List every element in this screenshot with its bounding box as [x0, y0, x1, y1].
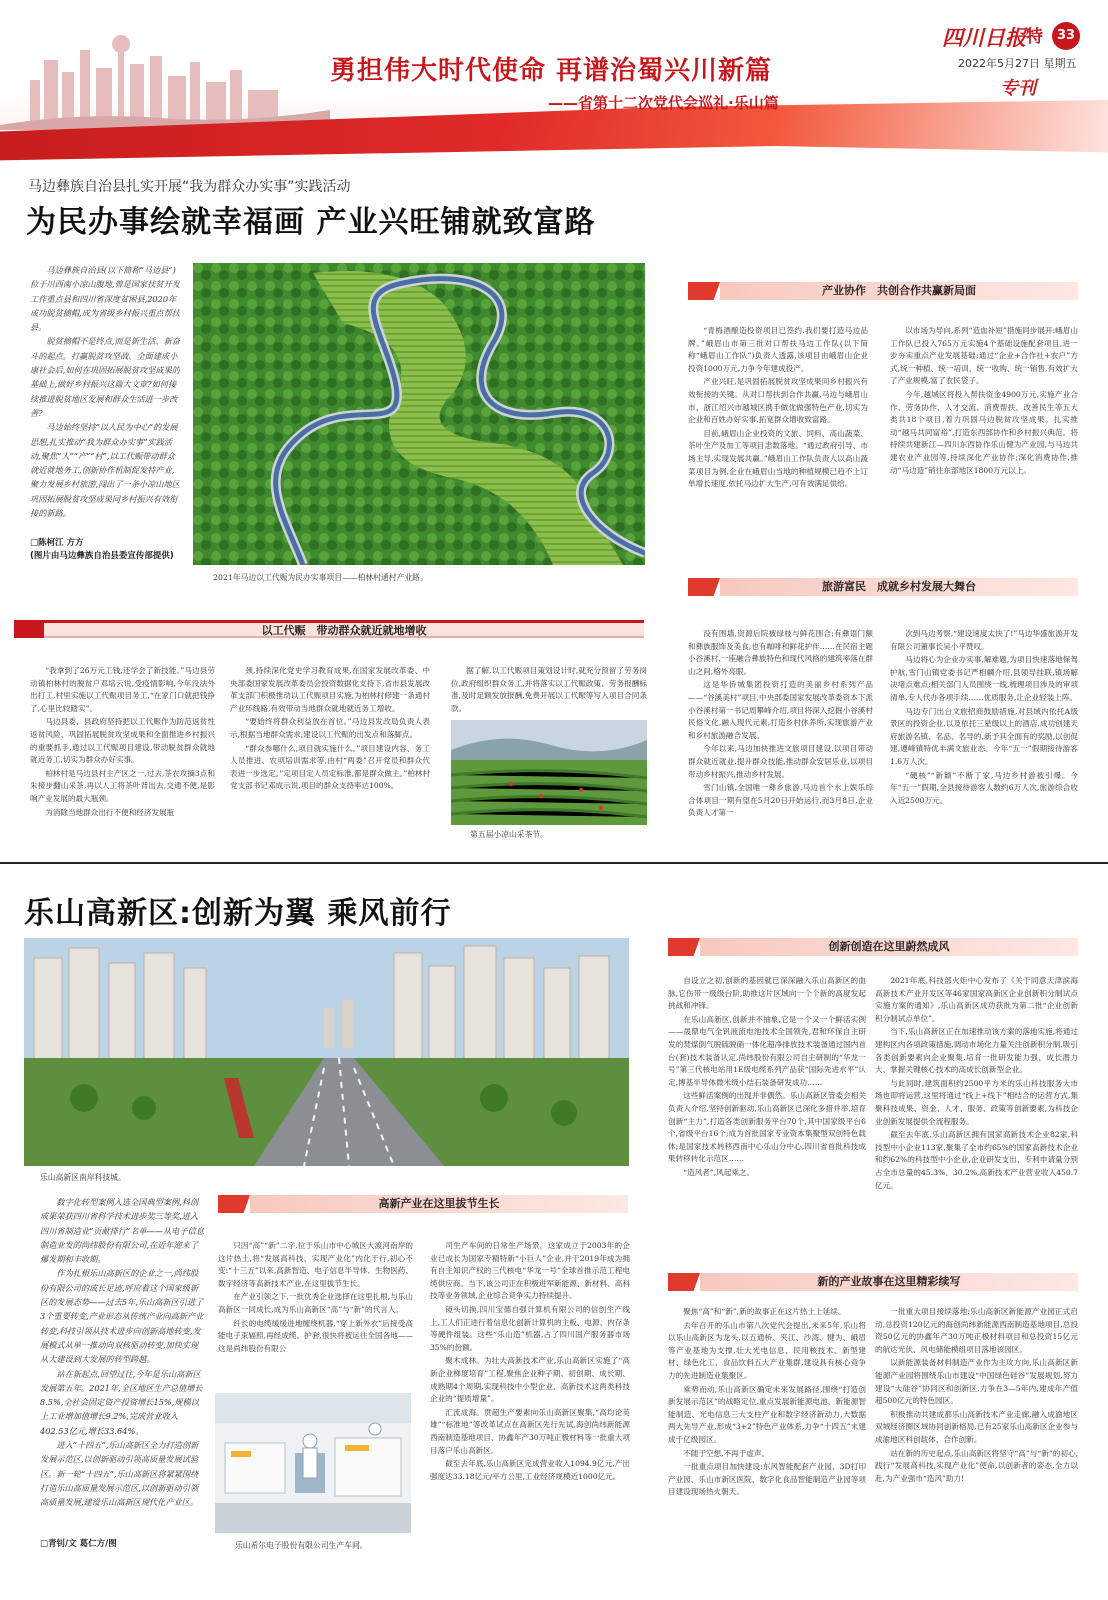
- paragraph: 柏林村是马边县村主产区之一,过去,茶农攻摘3点和朱接步翻山采茶,再以人工将茶叶背出去,交通不便,是影响产业发展的最大瓶颈。: [30, 768, 215, 803]
- paragraph: 积极推动共建成都乐山高新技术产业走廊,融入成渝地区双城经济圈区域协同创新格局,已有25家乐山高新区企业参与成渝地区科创载体、合作创新。: [875, 1409, 1078, 1444]
- section5-column-1: [218, 1240, 413, 1390]
- byline-authors: □陈柯江 方方: [30, 538, 84, 548]
- paragraph: 今年以来,马边加快推进文旅项目建设,以项目带动群众就近就业,提升群众技能,推动群众安居乐业,以项目带动乡村振兴,推动乡村发展。: [688, 744, 873, 779]
- paragraph: 这是华侨城集团投资打造的美丽乡村系列产品——“谷溪美村”项目,中央部委国家发展改革委资本下派小谷溪村第一书记周攀峰介绍,项目将深入挖掘小谷溪村民俗文化,融入现代元素,打造乡村休养所,实现旅游产业和乡村旅游融合发展。: [688, 680, 873, 740]
- lead-paragraph: 作为扎根乐山高新区的企业之一,尚纬股份有限公司的成长足迹,呼应着这个国家级新区的发展态势——过去5年,乐山高新区引进了3个重要转变,产业形态从传统产业向高新产业转变,科技引领从技术进步向创新高地转变,发展模式从单一推动向双核驱动转变,加快实现从大建设到大发展的转型跨越。: [40, 1268, 204, 1365]
- paragraph: 镜头切换,四川宝德自强计算机有限公司的信创生产线上,工人们正进行着信息化创新计算机的主板、电源、内存条等硬件组装。这些“乐山造”机器,占了四川国产服务器市场35%的份额。: [430, 1304, 630, 1352]
- paragraph: 没有围墙,资源后院被绿枝与鲜花围合;有彝语门额和彝族服饰及美食,也有咖啡和鲜花护伴……在民宿主题小谷溪村,一座融合彝族特色和现代风格的建筑率落在群山之间,格外亮眼。: [688, 629, 873, 676]
- paragraph: 乘势而动,乐山高新区确定未来发展路径,围绕“打造创新发展示范区”的战略定位,重点发展新能源电池、新能源智能制造、光电信息三大支柱产业和数字经济新动力,大数据两大先导产业,形成“3+2”特色产业体系,力争“十四五”末建成千亿级园区。: [668, 1384, 866, 1444]
- section3-column-1: [688, 628, 873, 853]
- paragraph: 去年召开的乐山市第八次党代会提出,未来5年,乐山将以乐山高新区为龙头,以五通桥、夹江、沙湾、犍为、峨眉等产业基地为支撑,壮大光电信息、民用核技术、新型建材、绿色化工、食品饮料五大产业集群,建设具有核心竞争力的先进制造业集聚区。: [668, 1320, 866, 1380]
- paragraph: 据了解,以工代赈项目策划设计时,就充分预留了劳务岗位,政府组织群众务工,并将落实以工代赈政策、劳务报酬标准,及时足额发放报酬,免费开展以工代赈等写入项目合同条款。: [451, 666, 647, 713]
- story2-lead: [40, 1195, 205, 1530]
- photo3-caption: 乐山高新区南岸科技城。: [40, 1173, 126, 1182]
- factory-workshop-photo: [215, 1393, 411, 1533]
- photo1-caption: 2021年马边以工代赈为民办实事项目——柏林村通村产业路。: [213, 573, 428, 582]
- paragraph: 一批重大项目接续落地:乐山高新区新能源产业园正式启动,总投资120亿元的海创尚纬新能源西南制造基地项目,总投资50亿元的协鑫年产30万吨正极材料项目和总投资15亿元的航达光伏、风电储能模组项目落地该园区。: [875, 1307, 1078, 1354]
- paragraph: 马边县委、县政府坚持把以工代赈作为防范返贫性返贫风险、巩固拓展脱贫攻坚成果和全面推进乡村振兴的重要抓手,通过以工代赈项目建设,带动脱贫群众就地就近务工,切实为群众办好实事。: [30, 717, 215, 765]
- section3-column-2: [890, 628, 1078, 853]
- story1-lead: [30, 263, 180, 531]
- special-label: 特: [1026, 27, 1043, 47]
- section6-column-2: [875, 1306, 1078, 1586]
- story1-kicker: 马边彝族自治县扎实开展“我为群众办实事”实践活动: [28, 179, 351, 195]
- high-tech-zone-cityscape-photo: [24, 938, 629, 1166]
- paragraph: “造风者”,风起乘之。: [683, 1167, 755, 1177]
- photo2-caption: 第五届小凉山采茶节。: [470, 830, 548, 839]
- section-title: 旅游富民 成就乡村发展大舞台: [720, 578, 1078, 596]
- section-header-hightech-industry: [218, 1195, 628, 1213]
- photo4-caption: 乐山希尔电子股份有限公司生产车间。: [235, 1541, 368, 1550]
- paragraph: 自设立之初,创新的基因就已深深融入乐山高新区的血脉,它伤带一级级台阶,助推这片区域向一个个新的高度发起挑战和冲锋。: [668, 976, 866, 1011]
- paragraph: 2021年底,科技部火炬中心发布了《关于同意天津滨海高新技术产业开发区等46家国家高新区企业创新积分制试点实施方案的通知》,乐山高新区成功获批为第二批“企业创新积分制试点单位”。: [875, 976, 1078, 1023]
- masthead-subtitle: ——省第十二次党代会巡礼·乐山篇: [548, 94, 779, 112]
- lead-paragraph: 进入“十四五”,乐山高新区全力打造创新发展示范区,以创新驱动引领高质量发展试验区。新一轮“十四五”,乐山高新区将紧紧围绕打造乐山高质量发展示范区,以创新驱动引领高质量发展,建设乐山高新区现代化产业区。: [40, 1440, 199, 1508]
- section4-column-2: [875, 975, 1078, 1255]
- paragraph: 司生产车间的日常生产场景。这家成立于2003年的企业已成长为国家专精特新“小巨人”企业,并于2019年成为拥有自主知识产权的三代核电“华龙一号”全球首推示范工程电缆供应商。当下,该公司正在积极进军新能源、新材料、高科技等业务领域,企业综合竞争实力持续提升。: [430, 1241, 630, 1301]
- section-header-new-story: [668, 1273, 1078, 1291]
- winding-road-photo: [193, 263, 645, 565]
- section2-column-2: [230, 665, 430, 845]
- paragraph: “群众参哪什么,项目就实施什么。”项目建设内容、务工人员推进、农项培训需求等,由村“两委”召开党员和群众代表进一步选定。”定项目定人员定标准,都是群众做主。”柏林村党支部书记邓成示说,项目的群众支持率达100%。: [230, 743, 430, 791]
- paragraph: “青梅酒酿造投资项目已签约,我们要打造马边品牌。”峨眉山市第三批对口帮扶马边工作队(以下简称“峨眉山工作队”)负责人透露,该项目由峨眉山企业投资1000万元,力争今年建成投产。: [688, 326, 868, 373]
- paragraph: 当下,乐山高新区正在加速推动该方案的落地实施,将通过建构区内各项政策措施,调动市场化力量关注创新积分制,吸引各类创新要素向企业聚集,培育一批研发能力强、成长潜力大、掌握关键核心技术的高成长创新型企业。: [875, 1027, 1078, 1075]
- edition-label: 专刊: [1000, 78, 1036, 99]
- section-header-tourism: [688, 578, 1078, 596]
- paragraph: 为消除当地群众出行不便和经济发展瓶: [45, 807, 175, 817]
- paragraph: 在产业引领之下,一批优秀企业选择在这里扎根,与乐山高新区一同成长,成为乐山高新区“高”与“新”的代言人。: [218, 1292, 413, 1314]
- paragraph: “要始终将群众利益放在首位。”马边县发改局负责人表示,根据当地群众需求,建设以工代赈的出发点和落脚点。: [230, 717, 430, 739]
- paragraph: 站在新的历史起点,乐山高新区将坚守“高”与“新”的初心,践行“发展高科技,实现产业化”使命,以创新者的姿态,全力以赴,为产业强市“造风”助力!: [875, 1448, 1078, 1483]
- story1-byline: [30, 537, 180, 563]
- section-title: 以工代赈 带动群众就近就地增收: [44, 623, 644, 638]
- paragraph: 以市场为导向,系列“造血补短”措施同步展开:峨眉山工作队已投入765万元实施4个基础设施配套项目,进一步夯实重点产业发展基础;通过“企业+合作社+农户”方式,统一种植、统一培训、统一收购、统一销售,有效扩大了产业规模,富了农民袋子。: [890, 326, 1078, 386]
- paragraph: 截至去年底,乐山高新区拥有国家高新技术企业82家,科技型中小企业113家,聚集了全市约65%的国家高新技术企业和约62%的科技型中小企业,企业研发支出、专利申请量分别占全市总量的45.3%、30.2%,高新技术产业营业收入450.7亿元。: [875, 1130, 1078, 1190]
- lead-paragraph: 脱贫摘帽不是终点,而是新生活、新奋斗的起点。打赢脱贫攻坚战、全面建成小康社会后,如何在巩固拓展脱贫攻坚成果的基础上,做好乡村振兴这篇大文章?如何接续推进脱贫地区发展和群众生活进一步改善?: [30, 336, 180, 418]
- paragraph: 颈,持续深化党史学习教育成果,在国家发展改革委、中央部委国家发展改革委员会投资数据化支持下,省市县发展改革支部门积极推动以工代赈项目实施,为柏林村修建一条通村产业环线路,有效带动当地群众就地就近务工增收。: [230, 666, 430, 713]
- paragraph: 聚焦“高”和“新”,新的故事正在这片热土上延续。: [683, 1307, 846, 1316]
- paragraph: 目前,峨眉山企业投资的文旅、饲料、高山蔬菜、茶叶生产及加工等项目恚数落地。“通过政府引导、市场主导,实现发展共赢。”峨眉山工作队负责人以高山蔬菜项目为例,企业在峨眉山当地的种植规模已趋不上订单增长速度,依托马边扩大生产,可有效满足供给。: [688, 428, 868, 489]
- tea-festival-photo: [451, 720, 647, 825]
- section-title: 创新创造在这里蔚然成风: [700, 938, 1078, 956]
- paragraph: 以新能源装备材料制造产业作为主攻方向,乐山高新区新能源产业园将围绕乐山市建设“中国绿色硅谷”发展规划,努力建设“大硅谷”协同区和创新区,力争在3—5年内,建成年产值超500亿元的特色园区。: [875, 1358, 1078, 1406]
- story2-headline: 乐山高新区:创新为翼 乘风前行: [24, 896, 452, 931]
- paragraph: 马边专门出台文旅招商鼓励措施,对县域内依托A级景区的投资企业,以及依托三星级以上的酒店,成功创建天府旅游名镇、名品、名导的,新予其全面有的奖励,以创促建,遵峰镇特优丰满文旅业态。今年“五一”假期接待游客1.6万人次。: [890, 706, 1078, 766]
- paragraph: 与此同时,建筑面积约2500平方米的乐山科技服务大市场也即将运营,这里将通过“线上+线下”相结合的运营方式,集聚科技成果、资金、人才、服务、政策等创新要素,为科技企业创新发展提供全流程服务。: [875, 1078, 1078, 1126]
- lead-paragraph: 站在新起点,回望过往,今年是乐山高新区发展第五年。2021年,全区地区生产总值增长8.5%,全社会固定资产投资增长15%,规模以上工业增加值增长9.2%,完成营业收入402.53亿元,增长33.64%。: [40, 1368, 203, 1436]
- paragraph: 只因“高”“新”二字,位于乐山市中心城区大渡河南岸的这片热土,将“发展高科技、实现产业化”内化于行,初心不变:“十三五”以来,高新智造、电子信息半导体、生物医药、数字经济等高新技术产业,在这里拔节生长。: [218, 1241, 413, 1288]
- paragraph: 截至去年底,乐山高新区完成营业收入1094.9亿元,产出强度达33.18亿元/平方公里,工业经济规模近1000亿元。: [430, 1459, 630, 1481]
- section2-column-1: [30, 665, 215, 845]
- paragraph: 雪门山镇,全国唯一彝乡旅游,马边首个水上娱乐综合体项目一期有望在5月20日开始运行,而3月8日,企业负责人才第一: [688, 783, 873, 818]
- page-number-badge: 33: [1052, 22, 1080, 50]
- photo-credit: (图片由马边彝族自治县委宣传部提供): [30, 551, 174, 561]
- paragraph: 今年,越城区将投入帮扶资金4900万元,实施产业合作、劳务协作、人才交流、消费帮扶、改善民生等五大类共18个项目,着力巩固马边脱贫攻坚成果。扎实推动“越马共同富裕”,打造东西部协作和乡村振兴典范。将持续共建新江—四川东西协作乐山健为产业园,与马边共建农业产业园等,持续深化产业协作;深化消费协作,推动“马边造”销往东部地区1800万元以上。: [890, 389, 1078, 475]
- issue-date: 2022年5月27日 星期五: [958, 57, 1077, 70]
- paragraph: 聚木成林。为壮大高新技术产业,乐山高新区实施了“高新企业梯度培育”工程,聚焦企业种子期、初创期、成长期、成熟期4个周期,实现科技中小型企业、高新技术这两类科技企业的“提质增量”。: [430, 1356, 630, 1404]
- section-title: 高新产业在这里拔节生长: [250, 1195, 628, 1213]
- section-title: 新的产业故事在这里精彩续写: [700, 1273, 1078, 1291]
- story-divider: [0, 862, 1108, 864]
- section6-column-1: [668, 1306, 866, 1586]
- section-title: 产业协作 共创合作共赢新局面: [720, 282, 1078, 300]
- section1-column-2: [890, 325, 1078, 535]
- section4-column-1: [668, 975, 866, 1255]
- paragraph: “我拿到了26万元工钱,还学会了新技能。”马边县劳动镇柏林村的脱贫户邓培云说,受疫情影响,今年没法外出打工,村里实施以工代赈项目务工,“在家门口就把钱挣了,心里比较踏实”。: [30, 666, 215, 713]
- story1-headline: 为民办事绘就幸福画 产业兴旺铺就致富路: [26, 205, 596, 240]
- section2-column-3: [451, 665, 647, 717]
- section1-column-1: [688, 325, 868, 535]
- paragraph: 不随于空想,不再于虚声。: [683, 1448, 770, 1458]
- paragraph: 这些鲜活案例的出现并非偶然。乐山高新区管委会相关负责人介绍,坚持创新驱动,乐山高新区已深化多措并举,培育创新“主力”,打造各类创新服务平台70个,其中国家级平台6个,省级平台16个;成为首批国家专业资本集聚型双创特色载体;是国家技术转移西南中心乐山分中心,四川省首批科技成果转移转化示范区……: [668, 1091, 866, 1164]
- section-header-work-relief: [14, 620, 644, 638]
- section-header-industry: [688, 282, 1078, 300]
- paragraph: 在乐山高新区,创新并不抽象,它是一个又一个鲜活实例——晟鼎电气全钒液流电池技术全国领先,君和环保自主研发的焚煤倒气脱硫脱硝一体化超净排放技术装备通过国内首台(套)技术装备认定,尚纬股份有限公司自主研制的“华龙一号”第三代核电站用1E级电缆系列产品获“国际先进水平”认定,博基半导体微米级小结石装备研发成功……: [668, 1014, 866, 1087]
- lead-paragraph: 马边彝族自治县(以下简称“马边县”)位于川西南小凉山腹地,曾是国家扶贫开发工作重点县和四川省深度贫困县,2020年成功脱贫摘帽,成为省级乡村振兴重点帮扶县。: [30, 265, 180, 333]
- paragraph: 马边将心为企业办实事,解难题,为项目快速落地保驾护航,雪门山镇党委书记严相麟介绍,县领导挂联,镇场解决堵点难点;相关部门人员围绕一线,梳理项目涉及的审项清单,专人代办各项手续……优质服务,让企业轻装上阵。: [890, 655, 1078, 702]
- paragraph: 汇流成海。贯超生产要素向乐山高新区聚集,“高均论英雄”“标准地”等改革试点在高新区先行先试,海创尚纬新能源西南制造基地项目、协鑫年产30万吨正极材料等一批重大项目落户乐山高新区。: [430, 1407, 630, 1455]
- section5-column-2: [430, 1240, 630, 1540]
- lead-paragraph: 马边始终坚持“以人民为中心”的发展思想,扎实推动“我为群众办实事”实践活动,聚焦“人”“产”“村”,以工代赈带动群众就近就地务工,创新协作机制促发特产业,聚力发展乡村旅游,闯出了一条小凉山地区巩固拓展脱贫攻坚成果同乡村振兴有效衔接的新路。: [30, 422, 180, 519]
- story2-byline: □青钊/文 葛仁方/图: [40, 1539, 117, 1549]
- city-skyline-illustration: [0, 20, 330, 130]
- lead-paragraph: 数字化转型案例入选全国典型案例,科创成果荣获四川省科学技术进步奖三等奖,进入四川省制造业“贡献排行”名单——从电子信息制造业发的尚纬股份有限公司,在近年迎来了爆发期和丰收期。: [40, 1197, 204, 1265]
- paragraph: “硬核”“新颖”不断丁家,马边乡村游被引爆。今年“五一”假期,全县接待游客人数约6万人次,旅游综合收入近2500万元。: [890, 770, 1078, 805]
- paragraph: 一批重点项目加快建设:东风智能配套产业园、3D打印产业园、乐山市新区医院、数字化食品智能制造产业园等项目建设现场热火朝天。: [668, 1462, 866, 1497]
- newspaper-brand: 四川日报: [942, 25, 1026, 50]
- masthead-slogan: 勇担伟大时代使命 再谱治蜀兴川新篇: [330, 56, 773, 86]
- paragraph: 产业兴旺,是巩固拓展脱贫攻坚成果同乡村振兴有效衔接的关键。从对口帮扶到合作共赢,马边与峨眉山市、浙江绍兴市越城区携手做优做强特色产业,切实为企业和百姓办好实事,拓宽群众增收致富路。: [688, 377, 868, 425]
- section-header-innovation: [668, 938, 1078, 956]
- paragraph: 次到马边考察,“建设速度太快了!”马边华盛旅游开发有限公司董事长吴小平赞叹。: [890, 629, 1078, 651]
- paragraph: 纤长的电缆缓缓进地缠绕机器,“穿上新外衣”后接受高能电子束辐照,再经成缆、护套,很快将被运往全国各地——这是尚纬股份有限公: [218, 1318, 413, 1353]
